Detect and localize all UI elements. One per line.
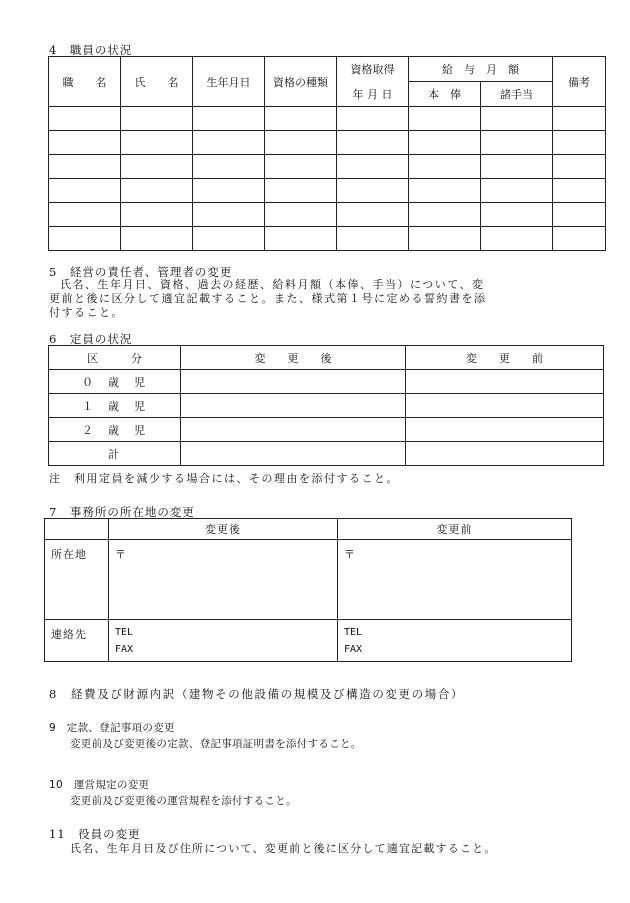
capacity-cell-after [181, 418, 406, 442]
staff-cell [553, 155, 606, 179]
staff-cell [193, 179, 265, 203]
capacity-cell-before [406, 418, 604, 442]
staff-cell [481, 203, 553, 227]
section-6-note: 注 利用定員を減少する場合には、その理由を添付すること。 [49, 472, 399, 485]
staff-cell [265, 203, 337, 227]
staff-cell [265, 227, 337, 251]
capacity-row [49, 394, 604, 418]
capacity-cell-label: １ 歳 児 [49, 394, 181, 418]
staff-row [49, 227, 606, 251]
staff-cell [265, 107, 337, 131]
staff-cell [409, 155, 481, 179]
fax-after: FAX [115, 644, 134, 655]
capacity-row [49, 370, 604, 394]
capacity-cell-before [406, 394, 604, 418]
staff-cell [553, 203, 606, 227]
contact-before [338, 620, 572, 662]
postal-before: 〒 [338, 540, 572, 620]
staff-cell [337, 227, 409, 251]
staff-cell [265, 131, 337, 155]
header-after: 変 更 後 [181, 346, 406, 370]
staff-cell [481, 227, 553, 251]
staff-cell [481, 107, 553, 131]
header-shikaku-shutoku: 資格取得 [337, 57, 409, 82]
staff-cell [121, 179, 193, 203]
staff-table [48, 56, 606, 251]
section-9-text: 変更前及び変更後の定款、登記事項証明書を添付すること。 [70, 738, 362, 750]
staff-cell [337, 155, 409, 179]
tel-after: TEL [115, 627, 134, 638]
staff-cell [49, 155, 121, 179]
capacity-row [49, 418, 604, 442]
staff-cell [121, 131, 193, 155]
staff-cell [481, 179, 553, 203]
capacity-cell-after [181, 370, 406, 394]
staff-row [49, 155, 606, 179]
staff-cell [337, 203, 409, 227]
header-shimei: 氏 名 [121, 57, 193, 107]
section-6-title: 6 定員の状況 [49, 332, 133, 346]
header-shokumei: 職 名 [49, 57, 121, 107]
section-9-title: 9 定款、登記事項の変更 [49, 722, 175, 734]
section-11-text: 氏名、生年月日及び住所について、変更前と後に区分して適宜記載すること。 [70, 842, 497, 855]
staff-cell [49, 131, 121, 155]
staff-cell [193, 131, 265, 155]
office-table [44, 518, 572, 662]
staff-cell [409, 203, 481, 227]
staff-row [49, 131, 606, 155]
header-after: 変更後 [109, 519, 338, 540]
header-before: 変更前 [338, 519, 572, 540]
staff-cell [553, 107, 606, 131]
capacity-cell-before [406, 370, 604, 394]
staff-cell [337, 131, 409, 155]
capacity-table [48, 345, 604, 466]
capacity-row [49, 442, 604, 466]
staff-cell [193, 155, 265, 179]
staff-row [49, 107, 606, 131]
header-seinengappi: 生年月日 [193, 57, 265, 107]
staff-cell [409, 107, 481, 131]
staff-cell [409, 179, 481, 203]
capacity-cell-label: ２ 歳 児 [49, 418, 181, 442]
section-8-title: 8 経費及び財源内訳（建物その他設備の規模及び構造の変更の場合） [49, 687, 465, 701]
staff-cell [481, 155, 553, 179]
staff-cell [121, 155, 193, 179]
staff-cell [481, 131, 553, 155]
capacity-cell-label: ０ 歳 児 [49, 370, 181, 394]
address-label: 所在地 [45, 540, 109, 620]
staff-cell [409, 131, 481, 155]
header-nen-gappi: 年 月 日 [337, 82, 409, 107]
staff-cell [337, 179, 409, 203]
contact-after [109, 620, 338, 662]
section-5-line-3: 付すること。 [49, 306, 124, 319]
staff-cell [553, 131, 606, 155]
staff-cell [49, 227, 121, 251]
section-11-title: 11 役員の変更 [49, 827, 141, 841]
header-kubun: 区 分 [49, 346, 181, 370]
header-teate: 諸手当 [481, 82, 553, 107]
staff-cell [193, 227, 265, 251]
staff-cell [265, 179, 337, 203]
section-5-line-1: 氏名、生年月日、資格、過去の経歴、給料月額（本俸、手当）について、変 [60, 278, 485, 291]
staff-row [49, 179, 606, 203]
header-shikaku-shurui: 資格の種類 [265, 57, 337, 107]
header-honpo: 本 俸 [409, 82, 481, 107]
staff-cell [121, 203, 193, 227]
capacity-cell-label: 計 [49, 442, 181, 466]
contact-label: 連絡先 [45, 620, 109, 662]
staff-cell [49, 179, 121, 203]
section-10-title: 10 運営規定の変更 [49, 779, 150, 791]
staff-row [49, 203, 606, 227]
capacity-cell-before [406, 442, 604, 466]
section-5-title: 5 経営の責任者、管理者の変更 [49, 265, 233, 279]
postal-after: 〒 [109, 540, 338, 620]
staff-cell [49, 203, 121, 227]
capacity-cell-after [181, 442, 406, 466]
capacity-cell-after [181, 394, 406, 418]
staff-cell [193, 107, 265, 131]
header-blank [45, 519, 109, 540]
staff-cell [337, 107, 409, 131]
header-biko: 備考 [553, 57, 606, 107]
staff-cell [49, 107, 121, 131]
staff-cell [193, 203, 265, 227]
section-7-title: 7 事務所の所在地の変更 [49, 505, 195, 519]
staff-cell [553, 179, 606, 203]
staff-cell [553, 227, 606, 251]
staff-cell [121, 227, 193, 251]
header-before: 変 更 前 [406, 346, 604, 370]
fax-before: FAX [344, 644, 363, 655]
header-kyuyo: 給 与 月 額 [409, 57, 553, 82]
section-10-text: 変更前及び変更後の運営規程を添付すること。 [70, 795, 297, 807]
staff-cell [409, 227, 481, 251]
staff-cell [265, 155, 337, 179]
section-5-line-2: 更前と後に区分して適宜記載すること。また、様式第１号に定める誓約書を添 [49, 292, 487, 305]
staff-cell [121, 107, 193, 131]
tel-before: TEL [344, 627, 363, 638]
section-4-title: 4 職員の状況 [49, 43, 133, 57]
